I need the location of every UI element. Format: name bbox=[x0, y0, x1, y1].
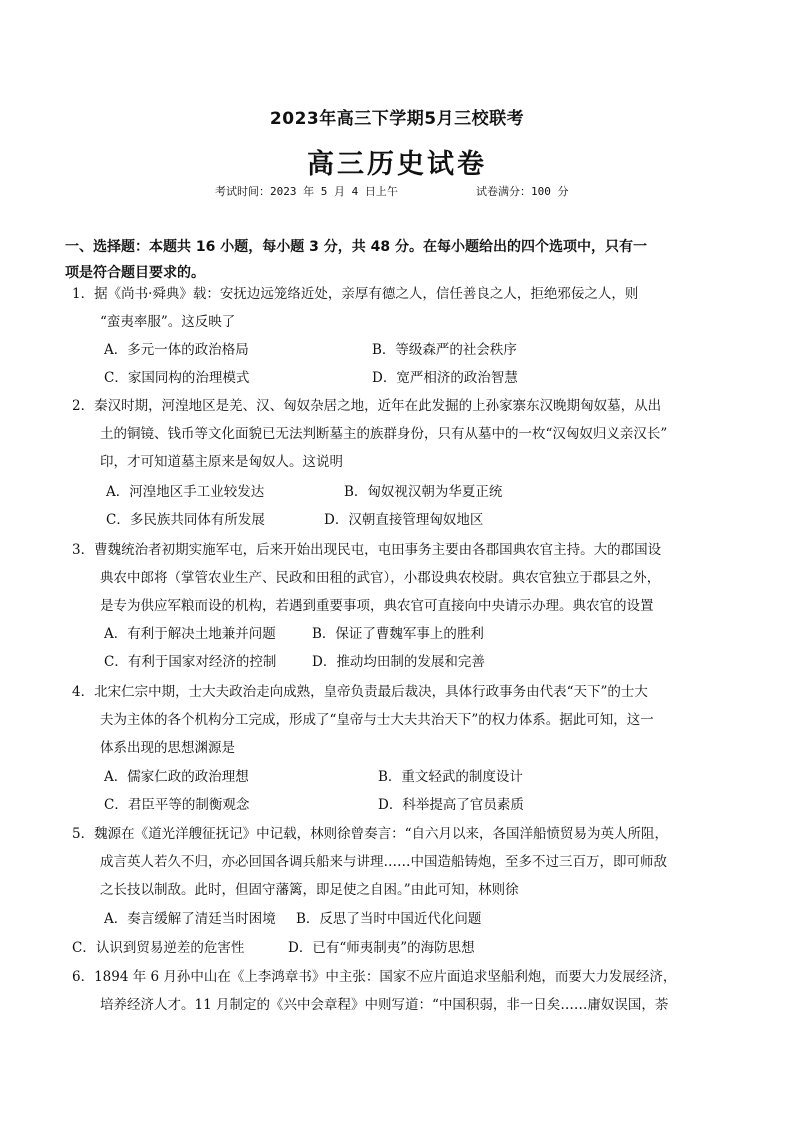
option-b[interactable]: B．反思了当时中国近代化问题 bbox=[296, 911, 482, 927]
question-stem-line: 土的铜镜、钱币等文化面貌已无法判断墓主的族群身份，只有从墓中的一枚“汉匈奴归义亲汉长” bbox=[100, 426, 668, 442]
question-stem-line: 2．秦汉时期，河湟地区是羌、汉、匈奴杂居之地，近年在此发掘的上孙家寨东汉晚期匈奴墓，从出 bbox=[72, 398, 662, 414]
question-stem-line: 印，才可知道墓主原来是匈奴人。这说明 bbox=[100, 454, 343, 470]
option-d[interactable]: D．已有“师夷制夷”的海防思想 bbox=[288, 940, 475, 956]
option-c[interactable]: C．有利于国家对经济的控制 bbox=[104, 654, 277, 670]
question-stem-line: 之长技以制敌。此时，但固守藩篱，即足使之自困。”由此可知，林则徐 bbox=[100, 882, 519, 898]
option-d[interactable]: D．宽严相济的政治智慧 bbox=[372, 370, 518, 386]
question-stem-line: 3．曹魏统治者初期实施军屯，后来开始出现民屯，屯田事务主要由各郡国典农官主持。大的郡国设 bbox=[72, 542, 662, 558]
option-a[interactable]: A．有利于解决土地兼并问题 bbox=[104, 626, 276, 642]
option-c[interactable]: C．家国同构的治理模式 bbox=[104, 370, 250, 386]
option-a[interactable]: A．儒家仁政的政治理想 bbox=[104, 769, 249, 785]
question-stem-line: 培养经济人才。11 月制定的《兴中会章程》中则写道：“中国积弱，非一日矣……庸奴误国，荼 bbox=[100, 997, 669, 1013]
exam-subtitle: 高三历史试卷 bbox=[307, 149, 487, 180]
option-c[interactable]: C．君臣平等的制衡观念 bbox=[104, 797, 250, 813]
question-stem-line: 1．据《尚书·舜典》载：安抚边远笼络近处，亲厚有德之人，信任善良之人，拒绝邪佞之人，则 bbox=[72, 286, 639, 302]
exam-time: 考试时间：2023 年 5 月 4 日上午 bbox=[215, 185, 398, 198]
option-b[interactable]: B．匈奴视汉朝为华夏正统 bbox=[344, 484, 503, 500]
option-b[interactable]: B．重文轻武的制度设计 bbox=[378, 769, 523, 785]
question-stem-line: 是专为供应军粮而设的机构，若遇到重要事项，典农官可直接向中央请示办理。典农官的设置 bbox=[100, 598, 654, 614]
option-d[interactable]: D．科举提高了官员素质 bbox=[378, 797, 524, 813]
option-b[interactable]: B．保证了曹魏军事上的胜利 bbox=[312, 626, 484, 642]
option-a[interactable]: A．河湟地区手工业较发达 bbox=[106, 484, 265, 500]
question-stem-line: “蛮夷率服”。这反映了 bbox=[100, 314, 236, 330]
question-stem-line: 6．1894 年 6 月孙中山在《上李鸿章书》中主张：国家不应片面追求坚船利炮，而要大力发展经济， bbox=[72, 969, 677, 985]
full-score: 试卷满分：100 分 bbox=[476, 185, 569, 198]
question-stem-line: 4．北宋仁宗中期，士大夫政治走向成熟，皇帝负责最后裁决，具体行政事务由代表“天下”的士大 bbox=[72, 684, 648, 700]
question-stem-line: 夫为主体的各个机构分工完成，形成了“皇帝与士大夫共治天下”的权力体系。据此可知，这一 bbox=[100, 712, 654, 728]
exam-title: 2023年高三下学期5月三校联考 bbox=[269, 109, 525, 129]
option-a[interactable]: A．奏言缓解了清廷当时困境 bbox=[104, 911, 276, 927]
section-heading-line: 一、选择题：本题共 16 小题，每小题 3 分，共 48 分。在每小题给出的四个选项中，只有一 bbox=[65, 239, 647, 255]
option-d[interactable]: D．推动均田制的发展和完善 bbox=[312, 654, 485, 670]
option-a[interactable]: A．多元一体的政治格局 bbox=[104, 342, 249, 358]
section-heading bbox=[65, 234, 745, 286]
option-d[interactable]: D．汉朝直接管理匈奴地区 bbox=[324, 512, 484, 528]
option-c[interactable]: C．多民族共同体有所发展 bbox=[106, 512, 265, 528]
section-heading-line: 项是符合题目要求的。 bbox=[65, 265, 205, 281]
option-b[interactable]: B．等级森严的社会秩序 bbox=[372, 342, 517, 358]
question-stem-line: 体系出现的思想渊源是 bbox=[100, 740, 235, 756]
question-stem-line: 典农中郎将（掌管农业生产、民政和田租的武官），小郡设典农校尉。典农官独立于郡县之外， bbox=[100, 570, 661, 586]
question-stem-line: 成言英人若久不归，亦必回国各调兵船来与讲理……中国造船铸炮，至多不过三百万，即可师敌 bbox=[100, 854, 667, 870]
option-c[interactable]: C．认识到贸易逆差的危害性 bbox=[72, 940, 245, 956]
question-stem-line: 5．魏源在《道光洋艘征抚记》中记载，林则徐曾奏言：“自六月以来，各国洋船愤贸易为英人所阻， bbox=[72, 826, 668, 842]
